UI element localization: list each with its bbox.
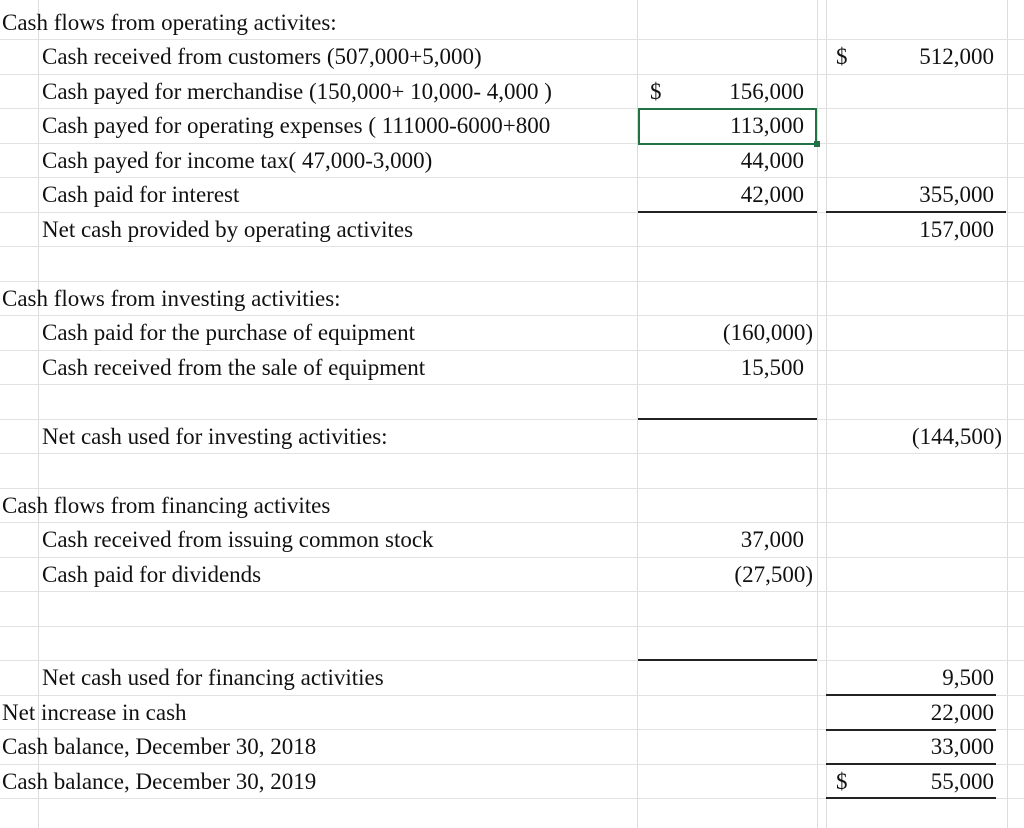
ending-balance-total[interactable]: 55,000: [930, 769, 994, 794]
inv-row-amount[interactable]: 15,500: [740, 355, 804, 380]
fin-net-total[interactable]: 9,500: [942, 665, 994, 690]
fin-row-label[interactable]: Cash paid for dividends: [42, 562, 262, 587]
op-row-amount[interactable]: 44,000: [740, 148, 804, 173]
column-gridline: [826, 0, 827, 828]
row-gridline: [0, 626, 1024, 627]
financing-heading[interactable]: Cash flows from financing activites: [2, 493, 331, 518]
subtotal-underline: [638, 211, 817, 213]
fill-handle[interactable]: [814, 141, 820, 147]
ending-balance-label[interactable]: Cash balance, December 30, 2019: [2, 769, 317, 794]
column-gridline: [817, 0, 818, 828]
op-row-total[interactable]: 512,000: [919, 44, 994, 69]
column-gridline: [1007, 0, 1008, 828]
fin-net-label[interactable]: Net cash used for financing activities: [42, 665, 384, 690]
op-row-label[interactable]: Cash payed for income tax( 47,000-3,000): [42, 148, 433, 173]
net-increase-label[interactable]: Net increase in cash: [2, 700, 187, 725]
op-row-dollar-sign: $: [650, 79, 662, 104]
ending-balance-dollar-sign: $: [836, 769, 848, 794]
inv-row-amount[interactable]: (160,000): [722, 320, 813, 345]
subtotal-underline: [638, 418, 817, 420]
inv-net-total[interactable]: (144,500): [911, 424, 1002, 449]
fin-row-label[interactable]: Cash received from issuing common stock: [42, 527, 434, 552]
inv-row-label[interactable]: Cash paid for the purchase of equipment: [42, 320, 415, 345]
inv-row-label[interactable]: Cash received from the sale of equipment: [42, 355, 426, 380]
subtotal-underline: [638, 659, 817, 661]
subtotal-underline: [826, 211, 1006, 213]
beginning-balance-label[interactable]: Cash balance, December 30, 2018: [2, 734, 317, 759]
double-underline: [826, 797, 996, 799]
selected-cell[interactable]: [638, 108, 817, 145]
beginning-balance-total[interactable]: 33,000: [930, 734, 994, 759]
op-net-label[interactable]: Net cash provided by operating activites: [42, 217, 414, 242]
op-row-label[interactable]: Cash received from customers (507,000+5,000): [42, 44, 482, 69]
op-row-label[interactable]: Cash paid for interest: [42, 182, 240, 207]
op-row-amount[interactable]: 113,000: [730, 113, 804, 138]
op-row-total[interactable]: 355,000: [919, 182, 994, 207]
fin-row-amount[interactable]: 37,000: [740, 527, 804, 552]
op-row-amount[interactable]: 156,000: [729, 79, 804, 104]
inv-net-label[interactable]: Net cash used for investing activities:: [42, 424, 388, 449]
operating-heading[interactable]: Cash flows from operating activites:: [2, 10, 337, 35]
investing-heading[interactable]: Cash flows from investing activities:: [2, 286, 341, 311]
op-row-label[interactable]: Cash payed for merchandise (150,000+ 10,000- 4,000 ): [42, 79, 552, 104]
fin-row-amount[interactable]: (27,500): [734, 562, 813, 587]
net-increase-total[interactable]: 22,000: [930, 700, 994, 725]
op-row-label[interactable]: Cash payed for operating expenses ( 111000-6000+800: [42, 113, 551, 138]
op-net-total[interactable]: 157,000: [919, 217, 994, 242]
op-row-dollar-sign: $: [836, 44, 848, 69]
op-row-amount[interactable]: 42,000: [740, 182, 804, 207]
